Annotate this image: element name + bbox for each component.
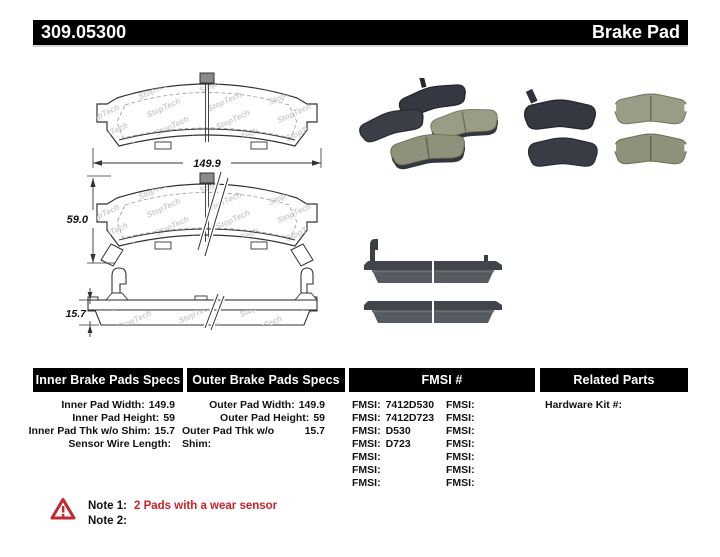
note-1-label: Note 1: xyxy=(88,500,127,512)
note-2 xyxy=(88,514,277,529)
spec-value: 149.9 xyxy=(148,399,175,411)
spec-row xyxy=(182,412,325,425)
spec-label: Sensor Wire Length: xyxy=(68,438,171,450)
dim-thickness-label: 15.7 xyxy=(65,308,86,320)
pad-front-view-drawing xyxy=(93,73,321,170)
spec-label: Outer Pad Thk w/o Shim: xyxy=(182,425,275,450)
pad-side-view-drawing xyxy=(66,268,317,337)
pad-front-view-height-drawing xyxy=(67,172,317,266)
fmsi-label: FMSI: xyxy=(352,438,381,450)
product-name: Brake Pad xyxy=(591,22,680,42)
note-2-label: Note 2: xyxy=(88,515,127,527)
spec-label: Hardware Kit #: xyxy=(545,399,623,411)
outer-specs-header: Outer Brake Pads Specs xyxy=(187,368,345,392)
pad-photo-side-plain xyxy=(364,301,502,323)
fmsi-label: FMSI: xyxy=(446,425,475,437)
spec-row xyxy=(182,425,325,450)
spec-row xyxy=(18,425,175,438)
dim-height-label: 59.0 xyxy=(66,214,88,226)
fmsi-label: FMSI: xyxy=(352,451,381,463)
pad-photo-friction-2 xyxy=(389,130,467,171)
pad-photo-back-sensor xyxy=(525,89,596,129)
inner-specs-header: Inner Brake Pads Specs xyxy=(33,368,183,392)
spec-row xyxy=(545,399,685,412)
fmsi-row xyxy=(352,399,534,412)
spec-label: Outer Pad Height: xyxy=(220,412,310,424)
fmsi-row xyxy=(352,425,534,438)
spec-value: 15.7 xyxy=(154,425,175,437)
pad-photo-perspective xyxy=(356,78,511,183)
spec-row xyxy=(18,412,175,425)
fmsi-value: D530 xyxy=(385,425,411,437)
spec-value: 149.9 xyxy=(298,399,325,411)
related-parts-table xyxy=(545,399,685,412)
fmsi-label: FMSI: xyxy=(446,464,475,476)
spec-label: Inner Pad Width: xyxy=(61,399,145,411)
pad-photo-flat-set xyxy=(512,85,697,173)
fmsi-label: FMSI: xyxy=(352,412,381,424)
fmsi-label: FMSI: xyxy=(446,438,475,450)
spec-label: Inner Pad Thk w/o Shim: xyxy=(28,425,151,437)
inner-specs-table xyxy=(18,399,175,451)
fmsi-header: FMSI # xyxy=(349,368,535,392)
header-bar xyxy=(33,20,688,47)
notes-section xyxy=(88,499,277,529)
part-number: 309.05300 xyxy=(41,22,127,42)
spec-row xyxy=(18,438,175,451)
pad-photo-friction-top xyxy=(611,94,690,124)
fmsi-label: FMSI: xyxy=(446,451,475,463)
pad-photo-friction-bottom xyxy=(611,134,690,164)
warning-triangle-icon xyxy=(50,497,76,521)
fmsi-row xyxy=(352,477,534,490)
fmsi-value: 7412D723 xyxy=(385,412,435,424)
fmsi-value: 7412D530 xyxy=(385,399,435,411)
fmsi-label: FMSI: xyxy=(446,399,475,411)
spec-row xyxy=(182,399,325,412)
brake-pad-technical-drawing xyxy=(55,60,345,340)
note-1-text: 2 Pads with a wear sensor xyxy=(133,500,278,512)
fmsi-table xyxy=(352,399,534,490)
note-1 xyxy=(88,499,277,514)
fmsi-label: FMSI: xyxy=(352,464,381,476)
spec-value: 15.7 xyxy=(304,425,325,437)
pad-photo-side-stack xyxy=(350,235,510,325)
spec-row xyxy=(18,399,175,412)
pad-photo-back-plain xyxy=(529,138,598,166)
spec-value: 59 xyxy=(313,412,325,424)
dim-width-label: 149.9 xyxy=(193,158,221,170)
spec-value: 59 xyxy=(163,412,175,424)
related-parts-header: Related Parts xyxy=(540,368,688,392)
fmsi-label: FMSI: xyxy=(446,477,475,489)
fmsi-label: FMSI: xyxy=(352,399,381,411)
spec-label: Inner Pad Height: xyxy=(72,412,160,424)
fmsi-row xyxy=(352,451,534,464)
fmsi-label: FMSI: xyxy=(352,425,381,437)
fmsi-label: FMSI: xyxy=(446,412,475,424)
fmsi-row xyxy=(352,412,534,425)
fmsi-row xyxy=(352,464,534,477)
fmsi-label: FMSI: xyxy=(352,477,381,489)
outer-specs-table xyxy=(182,399,325,450)
pad-photo-side-sensor xyxy=(364,239,502,283)
fmsi-row xyxy=(352,438,534,451)
spec-label: Outer Pad Width: xyxy=(209,399,295,411)
fmsi-value: D723 xyxy=(385,438,411,450)
